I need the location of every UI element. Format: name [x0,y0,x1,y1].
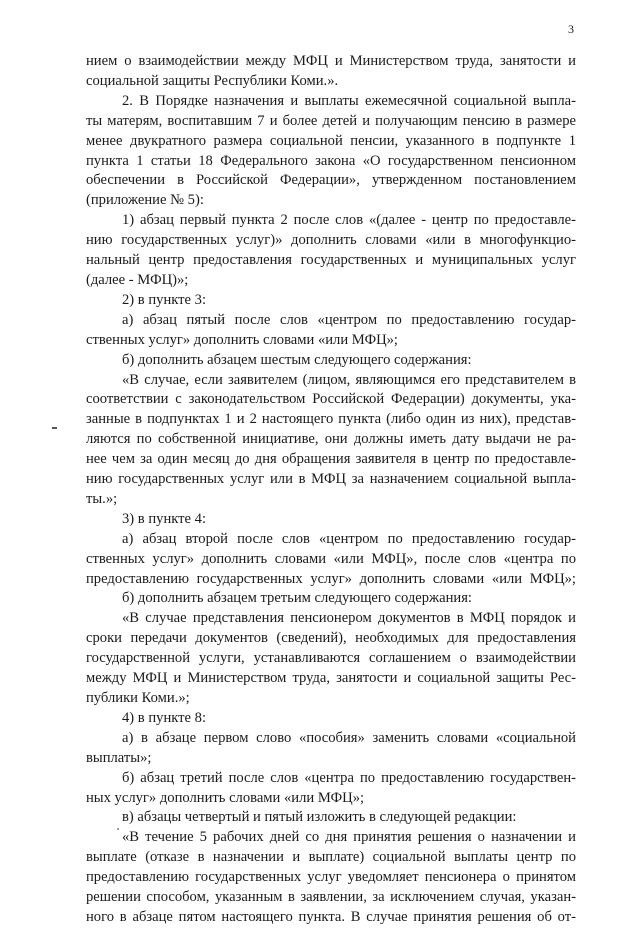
text-line: сроки передачи документов (сведений), необходимых для предоставления [86,630,576,647]
text-line: соответствии с законодательством Российской Федерации) документы, ука- [86,391,576,408]
text-line: менее двукратного размера социальной пенсии, указанного в подпункте 1 [86,132,576,149]
text-line: выплате (отказе в назначении и выплате) социальной выплаты центр по [86,849,576,866]
text-line: б) абзац третий после слов «центра по предоставлению государствен- [122,769,576,786]
text-line: ты матерям, воспитавшим 7 и более детей и получающим пенсию в размере [86,112,576,129]
text-line: социальной защиты Республики Коми.». [86,72,339,89]
text-line: ственных услуг» дополнить словами «или МФЦ», после слов «центра по [86,550,576,567]
text-line: государственной услуги, устанавливаются соглашением о взаимодействии [86,650,576,667]
scan-speck [117,828,119,830]
document-body [86,52,576,928]
text-line: а) абзац второй после слов «центром по предоставлению государ- [122,530,576,547]
text-line: 4) в пункте 8: [122,709,207,726]
text-line: ственных услуг» дополнить словами «или МФЦ»; [86,331,398,348]
text-line: публики Коми.»; [86,690,190,706]
text-line: выплаты»; [86,749,152,766]
text-line: (далее - МФЦ)»; [86,271,189,288]
text-line: решении способом, указанным в заявлении, за исключением случая, указан- [86,889,576,906]
text-line: 3) в пункте 4: [122,510,207,527]
text-line: ного в абзаце пятом настоящего пункта. В случае принятия решения об от- [86,908,576,925]
text-line: нее чем за один месяц до дня обращения заявителя в центр по предоставле- [86,451,576,468]
text-line: нальный центр предоставления государственных и муниципальных услуг [86,252,576,269]
text-line: а) в абзаце первом слово «пособия» заменить словами «социальной [122,729,576,746]
text-line: нию государственных услуг)» дополнить словами «или в многофункцио- [86,232,576,249]
text-line: «В случае, если заявителем (лицом, являющимся его представителем в [122,371,576,388]
text-line: ных услуг» дополнить словами «или МФЦ»; [86,789,365,806]
text-line: «В случае представления пенсионером документов в МФЦ порядок и [122,610,576,627]
text-line: а) абзац пятый после слов «центром по предоставлению государ- [122,311,576,328]
text-line: занные в подпунктах 1 и 2 настоящего пункта (либо один из них), представ- [86,411,576,428]
text-line: в) абзацы четвертый и пятый изложить в следующей редакции: [122,809,517,826]
text-line: «В течение 5 рабочих дней со дня принятия решения о назначении и [122,829,576,846]
text-line: обеспечении в Российской Федерации», утвержденном постановлением [86,172,576,189]
page-number: 3 [568,22,574,36]
text-line: 2. В Порядке назначения и выплаты ежемесячной социальной выпла- [122,92,576,109]
text-line: ты.»; [86,490,118,507]
margin-mark [52,427,57,429]
text-line: нию государственных услуг или в МФЦ за назначением социальной выпла- [86,471,576,488]
text-line: предоставлению государственных услуг уведомляет пенсионера о принятом [86,869,576,886]
text-line: 2) в пункте 3: [122,291,207,308]
text-line: ляются по собственной инициативе, они должны иметь дату выдачи не ра- [86,431,576,448]
text-line: 1) абзац первый пункта 2 после слов «(далее - центр по предоставле- [122,212,576,229]
text-line: нием о взаимодействии между МФЦ и Министерством труда, занятости и [86,53,576,69]
text-line: предоставлению государственных услуг» дополнить словами «или МФЦ»; [86,570,576,587]
text-line: б) дополнить абзацем третьим следующего содержания: [122,590,472,607]
text-line: пункта 1 статьи 18 Федерального закона «О государственном пенсионном [86,152,576,169]
text-line: между МФЦ и Министерством труда, занятости и социальной защиты Рес- [86,670,576,687]
text-line: б) дополнить абзацем шестым следующего содержания: [122,351,472,368]
text-line: (приложение № 5): [86,192,204,209]
